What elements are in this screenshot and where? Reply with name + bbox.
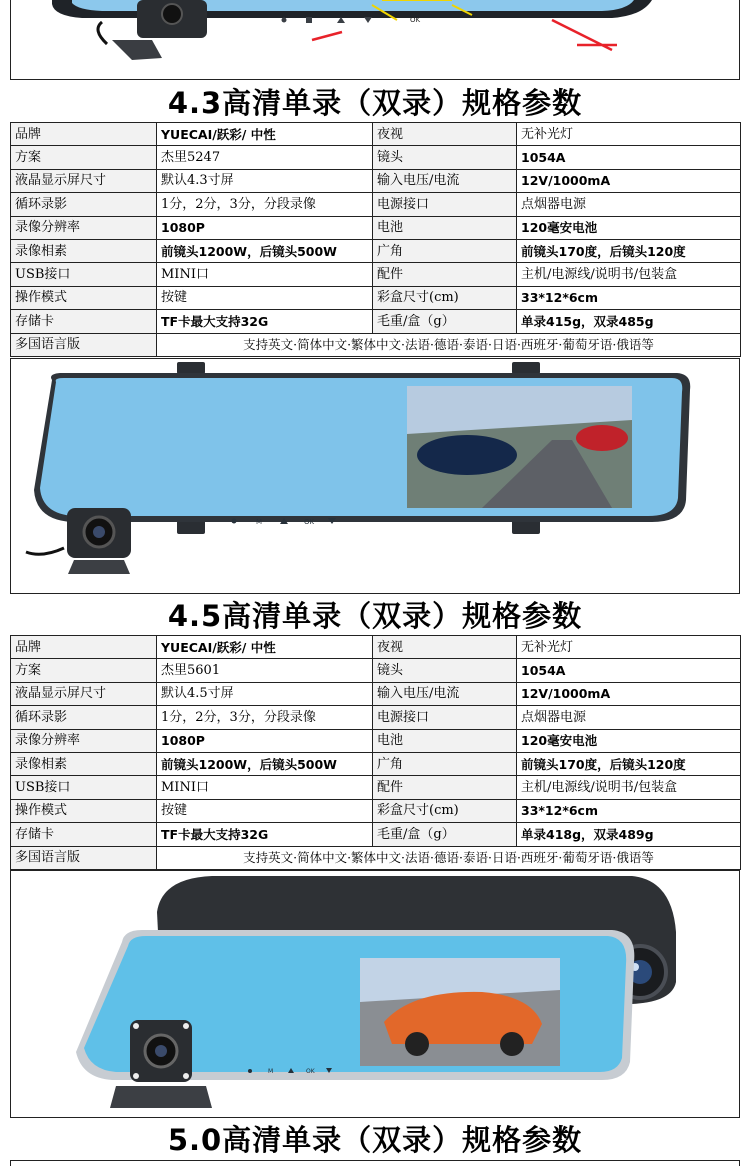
spec-value: 1分，2分，3分，分段录像 [157,193,373,216]
table-row [11,776,741,799]
spec-key: 输入电压/电流 [373,682,517,705]
ok-button-label: OK [410,16,421,24]
table-row [11,846,741,869]
mirror-illustration-4-5 [12,872,738,1116]
spec-key: 广角 [373,239,517,262]
spec-key: 操作模式 [11,286,157,309]
spec-value: 默认4.3寸屏 [157,169,373,192]
spec-key: 彩盒尺寸(cm) [373,799,517,822]
spec-key: 录像分辨率 [11,216,157,239]
spec-key: 多国语言版 [11,846,157,869]
spec-value: 主机/电源线/说明书/包装盒 [517,776,741,799]
spec-value: 12V/1000mA [517,682,741,705]
spec-key: 夜视 [373,636,517,659]
table-row [11,659,741,682]
table-row [11,146,741,169]
spec-key: 循环录影 [11,706,157,729]
spec-value: 点烟器电源 [517,193,741,216]
spec-title-5-0: 5.0高清单录（双录）规格参数 [167,1123,583,1157]
spec-key: 夜视 [373,123,517,146]
spec-table-4-5 [10,635,741,870]
spec-value: 1分，2分，3分，分段录像 [157,706,373,729]
spec-value: 杰里5247 [157,146,373,169]
spec-value: 前镜头1200W，后镜头500W [157,752,373,775]
spec-value: 1080P [157,216,373,239]
spec-value: 默认4.5寸屏 [157,682,373,705]
spec-value: 1080P [157,729,373,752]
spec-key: 镜头 [373,659,517,682]
spec-value: 1054A [517,146,741,169]
spec-key: 录像相素 [11,752,157,775]
spec-title-4-3: 4.3高清单录（双录）规格参数 [167,86,583,120]
rear-camera-illustration [26,508,131,574]
spec-value: 杰里5601 [157,659,373,682]
spec-value: 33*12*6cm [517,286,741,309]
spec-key: 电池 [373,729,517,752]
spec-key: 配件 [373,776,517,799]
spec-title-4-5: 4.5高清单录（双录）规格参数 [167,599,583,633]
spec-key: 镜头 [373,146,517,169]
spec-key: 多国语言版 [11,333,157,356]
spec-key: USB接口 [11,263,157,286]
spec-value: 按键 [157,799,373,822]
spec-value: 无补光灯 [517,123,741,146]
table-row [11,752,741,775]
spec-key: 广角 [373,752,517,775]
table-row [11,823,741,846]
spec-key: 电源接口 [373,706,517,729]
spec-key: 彩盒尺寸(cm) [373,286,517,309]
spec-key: 毛重/盒（g） [373,823,517,846]
spec-value: 前镜头1200W，后镜头500W [157,239,373,262]
spec-value: TF卡最大支持32G [157,823,373,846]
table-row [11,682,741,705]
top-mirror-illustration [12,0,738,78]
spec-key: 循环录影 [11,193,157,216]
spec-value: 支持英文·简体中文·繁体中文·法语·德语·泰语·日语·西班牙·葡萄牙语·俄语等 [157,846,741,869]
table-row [11,729,741,752]
spec-key: 品牌 [11,123,157,146]
spec-key: 电源接口 [373,193,517,216]
spec-value: 按键 [157,286,373,309]
table-row [11,169,741,192]
m-button-label: M [268,1068,274,1075]
spec-value: YUECAI/跃彩/ 中性 [157,123,373,146]
spec-table-5-0-cropped [10,1160,740,1166]
power-button-icon [232,519,237,524]
ok-button-label: OK [306,1068,315,1075]
spec-value: 主机/电源线/说明书/包装盒 [517,263,741,286]
table-row [11,706,741,729]
spec-table-4-3 [10,122,741,357]
down-button-icon [364,17,372,23]
spec-key: 存储卡 [11,823,157,846]
spec-value: 无补光灯 [517,636,741,659]
spec-key: 配件 [373,263,517,286]
m-button-label: M [256,518,263,526]
spec-key: 液晶显示屏尺寸 [11,682,157,705]
spec-key: 录像相素 [11,239,157,262]
spec-value: MINI口 [157,776,373,799]
spec-value: 支持英文·简体中文·繁体中文·法语·德语·泰语·日语·西班牙·葡萄牙语·俄语等 [157,333,741,356]
spec-value: 前镜头170度，后镜头120度 [517,752,741,775]
spec-key: 毛重/盒（g） [373,310,517,333]
spec-key: 液晶显示屏尺寸 [11,169,157,192]
table-row [11,799,741,822]
spec-value: 点烟器电源 [517,706,741,729]
spec-value: 12V/1000mA [517,169,741,192]
menu-button-icon [306,17,312,23]
table-row [11,286,741,309]
table-row [11,310,741,333]
spec-value: 33*12*6cm [517,799,741,822]
table-row [11,263,741,286]
spec-value: YUECAI/跃彩/ 中性 [157,636,373,659]
spec-key: 存储卡 [11,310,157,333]
spec-key: 操作模式 [11,799,157,822]
spec-value: 单录418g，双录489g [517,823,741,846]
table-row [11,193,741,216]
table-row [11,123,741,146]
power-button-icon [248,1069,252,1073]
table-row [11,239,741,262]
spec-key: 品牌 [11,636,157,659]
spec-value: MINI口 [157,263,373,286]
spec-value: 前镜头170度，后镜头120度 [517,239,741,262]
table-row [11,216,741,239]
ok-button-label: OK [304,518,315,526]
spec-key: 输入电压/电流 [373,169,517,192]
spec-key: 方案 [11,146,157,169]
spec-key: 电池 [373,216,517,239]
spec-value: TF卡最大支持32G [157,310,373,333]
spec-value: 单录415g，双录485g [517,310,741,333]
spec-key: 方案 [11,659,157,682]
spec-key: USB接口 [11,776,157,799]
power-button-icon [282,18,287,23]
spec-value: 120毫安电池 [517,216,741,239]
mirror-illustration-4-3 [12,360,738,592]
table-row [11,333,741,356]
spec-value: 120毫安电池 [517,729,741,752]
spec-key: 录像分辨率 [11,729,157,752]
spec-value: 1054A [517,659,741,682]
table-row [11,636,741,659]
